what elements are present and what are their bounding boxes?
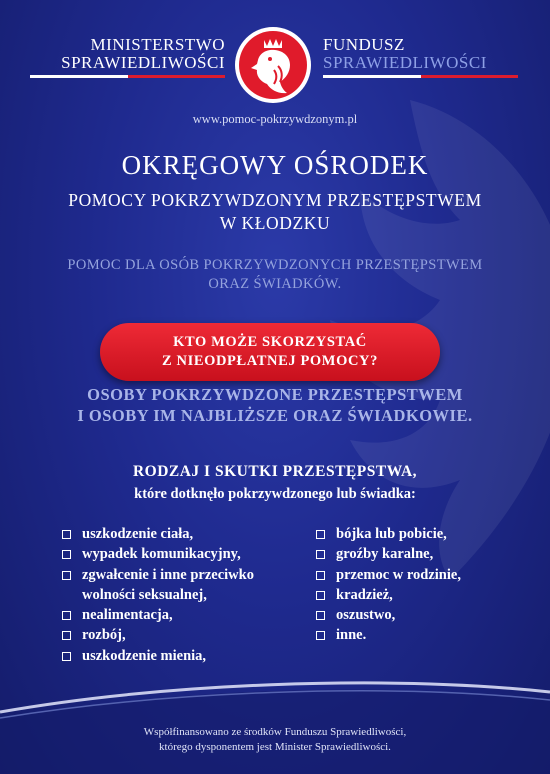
checkbox-icon [62, 550, 71, 559]
eagle-emblem-icon [234, 26, 312, 104]
list-item: bójka lub pobicie, [316, 524, 516, 544]
fund-name-line1: FUNDUSZ [323, 35, 405, 54]
answer-line2: I OSOBY IM NAJBLIŻSZE ORAZ ŚWIADKOWIE. [77, 406, 473, 425]
list-item: rozbój, [62, 625, 302, 645]
page-title-line2: POMOCY POKRZYWDZONYM PRZESTĘPSTWEM [68, 190, 482, 210]
checkbox-icon [316, 611, 325, 620]
checkbox-icon [62, 611, 71, 620]
ministry-name-line2: SPRAWIEDLIWOŚCI [61, 53, 225, 72]
crimes-heading: RODZAJ I SKUTKI PRZESTĘPSTWA, [132, 463, 418, 480]
checkbox-icon [316, 631, 325, 640]
list-item: wypadek komunikacyjny, [62, 544, 302, 564]
page-title-line3: W KŁODZKU [219, 213, 331, 233]
list-item: kradzież, [316, 585, 516, 605]
answer-line1: OSOBY POKRZYWDZONE PRZESTĘPSTWEM [87, 385, 463, 404]
crimes-subheading: które dotknęło pokrzywdzonego lub świadka: [134, 486, 416, 502]
list-item: inne. [316, 625, 516, 645]
list-item: groźby karalne, [316, 544, 516, 564]
list-item: uszkodzenie ciała, [62, 524, 302, 544]
checkbox-icon [62, 571, 71, 580]
ministry-logo-text [30, 36, 225, 78]
footer-line1: Współfinansowano ze środków Funduszu Sprawiedliwości, [143, 726, 407, 738]
decorative-wave [0, 660, 550, 774]
header [0, 26, 550, 96]
flag-stripe [323, 75, 518, 78]
flag-stripe [30, 75, 225, 78]
checkbox-icon [316, 530, 325, 539]
checkbox-icon [316, 591, 325, 600]
footer-line2: którego dysponentem jest Minister Sprawiedliwości. [159, 741, 391, 753]
question-banner [100, 323, 440, 381]
list-item: uszkodzenie mienia, [62, 646, 302, 666]
checkbox-icon [62, 530, 71, 539]
question-line2: Z NIEODPŁATNEJ POMOCY? [162, 353, 378, 369]
list-item: zgwałcenie i inne przeciwko wolności seksualnej, [62, 565, 302, 606]
list-item: oszustwo, [316, 605, 516, 625]
ministry-name-line1: MINISTERSTWO [90, 35, 225, 54]
subtitle-line1: POMOC DLA OSÓB POKRZYWDZONYCH PRZESTĘPSTWEM [67, 257, 483, 273]
checkbox-icon [316, 550, 325, 559]
checkbox-icon [62, 631, 71, 640]
list-item: nealimentacja, [62, 605, 302, 625]
page-title: OKRĘGOWY OŚRODEK [121, 150, 429, 180]
fund-name-line2: SPRAWIEDLIWOŚCI [323, 53, 487, 72]
subtitle-line2: ORAZ ŚWIADKÓW. [208, 276, 342, 292]
website-url[interactable]: www.pomoc-pokrzywdzonym.pl [192, 112, 358, 126]
checkbox-icon [316, 571, 325, 580]
list-item: przemoc w rodzinie, [316, 565, 516, 585]
crimes-list-left [62, 524, 302, 666]
crimes-list-right [316, 524, 516, 646]
question-line1: KTO MOŻE SKORZYSTAĆ [173, 334, 367, 350]
list-item-continuation: wolności seksualnej, [82, 586, 207, 603]
fund-logo-text [323, 36, 518, 78]
